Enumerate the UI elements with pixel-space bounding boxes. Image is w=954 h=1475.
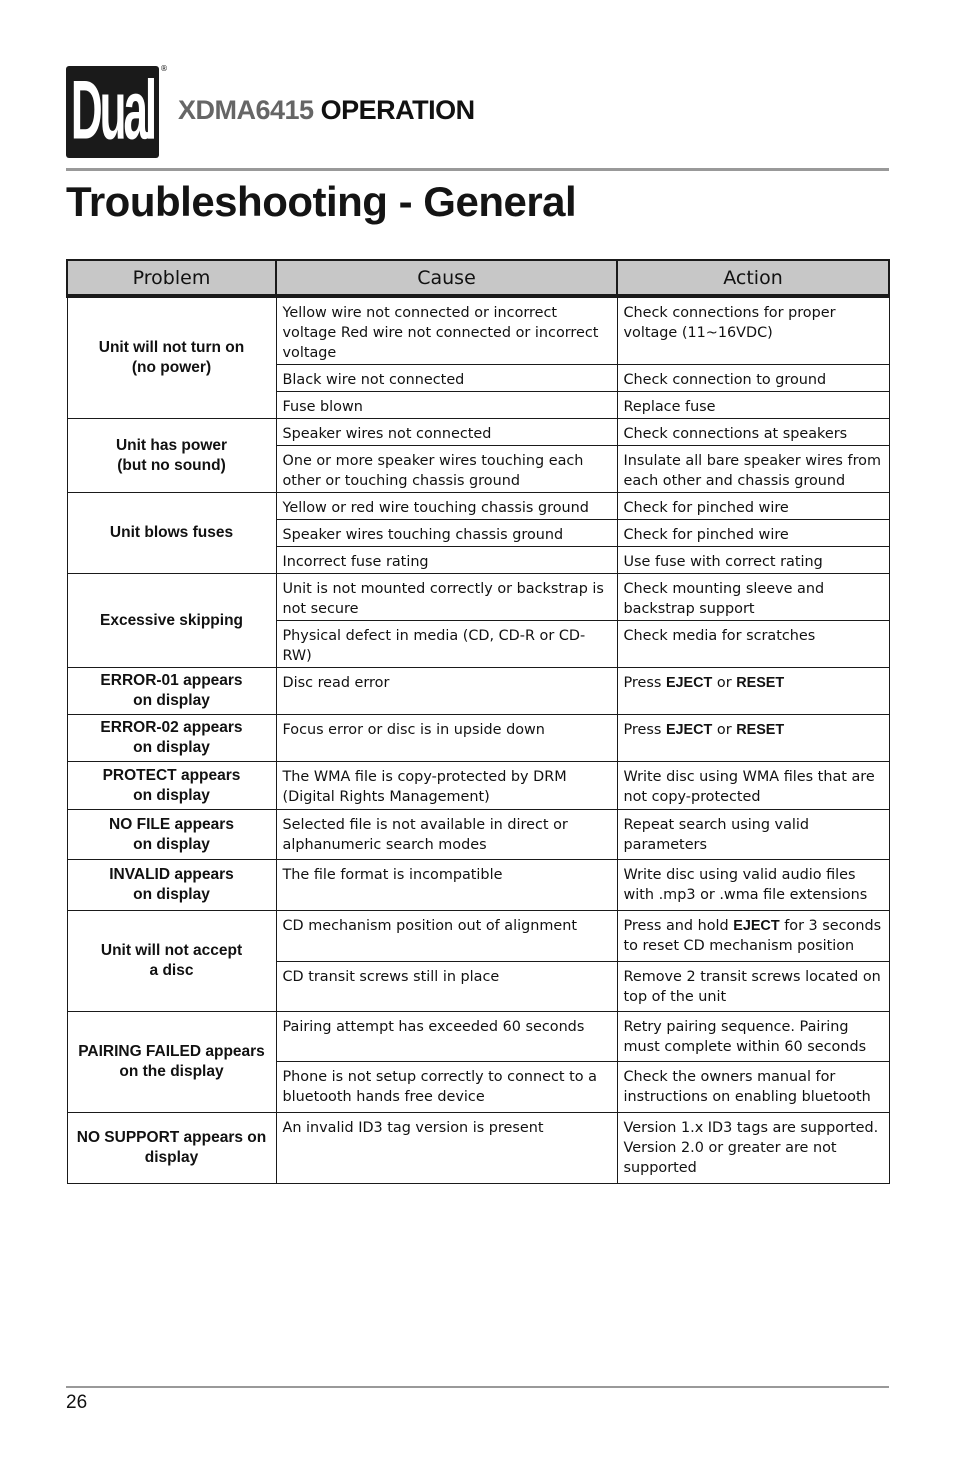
- cause-cell: An invalid ID3 tag version is present: [276, 1113, 617, 1184]
- registered-mark: ®: [160, 64, 168, 73]
- table-row: [67, 911, 889, 962]
- table-row: [67, 296, 889, 365]
- dual-logo: [66, 66, 159, 158]
- action-cell: [617, 715, 889, 762]
- table-row: [67, 762, 889, 810]
- cause-cell: Yellow wire not connected or incorrect voltage Red wire not connected or incorrect voltage: [276, 296, 617, 365]
- problem-cell: NO SUPPORT appears on display: [67, 1113, 276, 1184]
- cause-cell: Pairing attempt has exceeded 60 seconds: [276, 1012, 617, 1062]
- header-action: Action: [617, 260, 889, 296]
- cause-cell: Selected file is not available in direct or alphanumeric search modes: [276, 810, 617, 860]
- action-cell: Check for pinched wire: [617, 520, 889, 547]
- table-row: [67, 419, 889, 446]
- problem-cell: Unit will not turn on (no power): [67, 296, 276, 419]
- cause-cell: Disc read error: [276, 668, 617, 715]
- cause-cell: Black wire not connected: [276, 365, 617, 392]
- action-cell: Check the owners manual for instructions on enabling bluetooth: [617, 1062, 889, 1113]
- troubleshooting-table: [66, 259, 890, 1184]
- cause-cell: The file format is incompatible: [276, 860, 617, 911]
- action-text: or: [712, 675, 737, 691]
- action-cell: Write disc using valid audio files with .mp3 or .wma file extensions: [617, 860, 889, 911]
- action-keyword: EJECT: [665, 722, 713, 738]
- table-row: [67, 1012, 889, 1062]
- problem-cell: INVALID appears on display: [67, 860, 276, 911]
- action-cell: Check mounting sleeve and backstrap support: [617, 574, 889, 621]
- problem-cell: NO FILE appears on display: [67, 810, 276, 860]
- action-cell: Retry pairing sequence. Pairing must complete within 60 seconds: [617, 1012, 889, 1062]
- logo-text: Dual: [70, 64, 155, 158]
- cause-cell: Yellow or red wire touching chassis ground: [276, 493, 617, 520]
- table-header-row: [67, 260, 889, 296]
- model-heading: [178, 95, 475, 126]
- header-divider: [66, 168, 889, 171]
- page-title: Troubleshooting - General: [66, 178, 577, 225]
- cause-cell: CD transit screws still in place: [276, 962, 617, 1012]
- cause-cell: Phone is not setup correctly to connect to a bluetooth hands free device: [276, 1062, 617, 1113]
- footer-divider: [66, 1386, 889, 1388]
- table-body: [67, 296, 889, 1184]
- problem-cell: PAIRING FAILED appears on the display: [67, 1012, 276, 1113]
- problem-cell: Excessive skipping: [67, 574, 276, 668]
- cause-cell: Speaker wires touching chassis ground: [276, 520, 617, 547]
- action-cell: Repeat search using valid parameters: [617, 810, 889, 860]
- table-row: [67, 574, 889, 621]
- action-text: Press and hold: [623, 918, 734, 934]
- header-problem: Problem: [67, 260, 276, 296]
- problem-cell: ERROR-02 appears on display: [67, 715, 276, 762]
- page-number: 26: [66, 1392, 88, 1413]
- table-row: [67, 715, 889, 762]
- action-text: Press: [623, 722, 666, 738]
- table-row: [67, 860, 889, 911]
- cause-cell: Unit is not mounted correctly or backstrap is not secure: [276, 574, 617, 621]
- action-cell: Insulate all bare speaker wires from each other and chassis ground: [617, 446, 889, 493]
- model-number: XDMA6415: [178, 95, 314, 125]
- action-keyword: EJECT: [665, 675, 713, 691]
- table-row: [67, 668, 889, 715]
- table-row: [67, 493, 889, 520]
- problem-cell: Unit has power (but no sound): [67, 419, 276, 493]
- action-keyword: RESET: [736, 722, 785, 738]
- cause-cell: Fuse blown: [276, 392, 617, 419]
- action-cell: Check for pinched wire: [617, 493, 889, 520]
- table-row: [67, 1113, 889, 1184]
- action-cell: Write disc using WMA files that are not copy-protected: [617, 762, 889, 810]
- action-cell: Version 1.x ID3 tags are supported. Version 2.0 or greater are not supported: [617, 1113, 889, 1184]
- action-cell: [617, 911, 889, 962]
- action-cell: Check media for scratches: [617, 621, 889, 668]
- action-cell: Replace fuse: [617, 392, 889, 419]
- cause-cell: Focus error or disc is in upside down: [276, 715, 617, 762]
- cause-cell: The WMA file is copy-protected by DRM (Digital Rights Management): [276, 762, 617, 810]
- header-cause: Cause: [276, 260, 617, 296]
- action-cell: Check connections for proper voltage (11~16VDC): [617, 296, 889, 365]
- cause-cell: One or more speaker wires touching each other or touching chassis ground: [276, 446, 617, 493]
- cause-cell: Physical defect in media (CD, CD-R or CD-RW): [276, 621, 617, 668]
- action-text: for 3 seconds to reset CD mechanism position: [623, 918, 882, 954]
- cause-cell: CD mechanism position out of alignment: [276, 911, 617, 962]
- action-cell: Check connections at speakers: [617, 419, 889, 446]
- problem-cell: PROTECT appears on display: [67, 762, 276, 810]
- cause-cell: Incorrect fuse rating: [276, 547, 617, 574]
- section-label: OPERATION: [320, 95, 475, 125]
- action-text: Press: [623, 675, 666, 691]
- action-text: or: [712, 722, 737, 738]
- problem-cell: ERROR-01 appears on display: [67, 668, 276, 715]
- action-cell: Use fuse with correct rating: [617, 547, 889, 574]
- action-keyword: RESET: [736, 675, 785, 691]
- action-keyword: EJECT: [733, 918, 780, 934]
- cause-cell: Speaker wires not connected: [276, 419, 617, 446]
- problem-cell: Unit blows fuses: [67, 493, 276, 574]
- action-cell: [617, 668, 889, 715]
- action-cell: Check connection to ground: [617, 365, 889, 392]
- problem-cell: Unit will not accept a disc: [67, 911, 276, 1012]
- table-row: [67, 810, 889, 860]
- action-cell: Remove 2 transit screws located on top of the unit: [617, 962, 889, 1012]
